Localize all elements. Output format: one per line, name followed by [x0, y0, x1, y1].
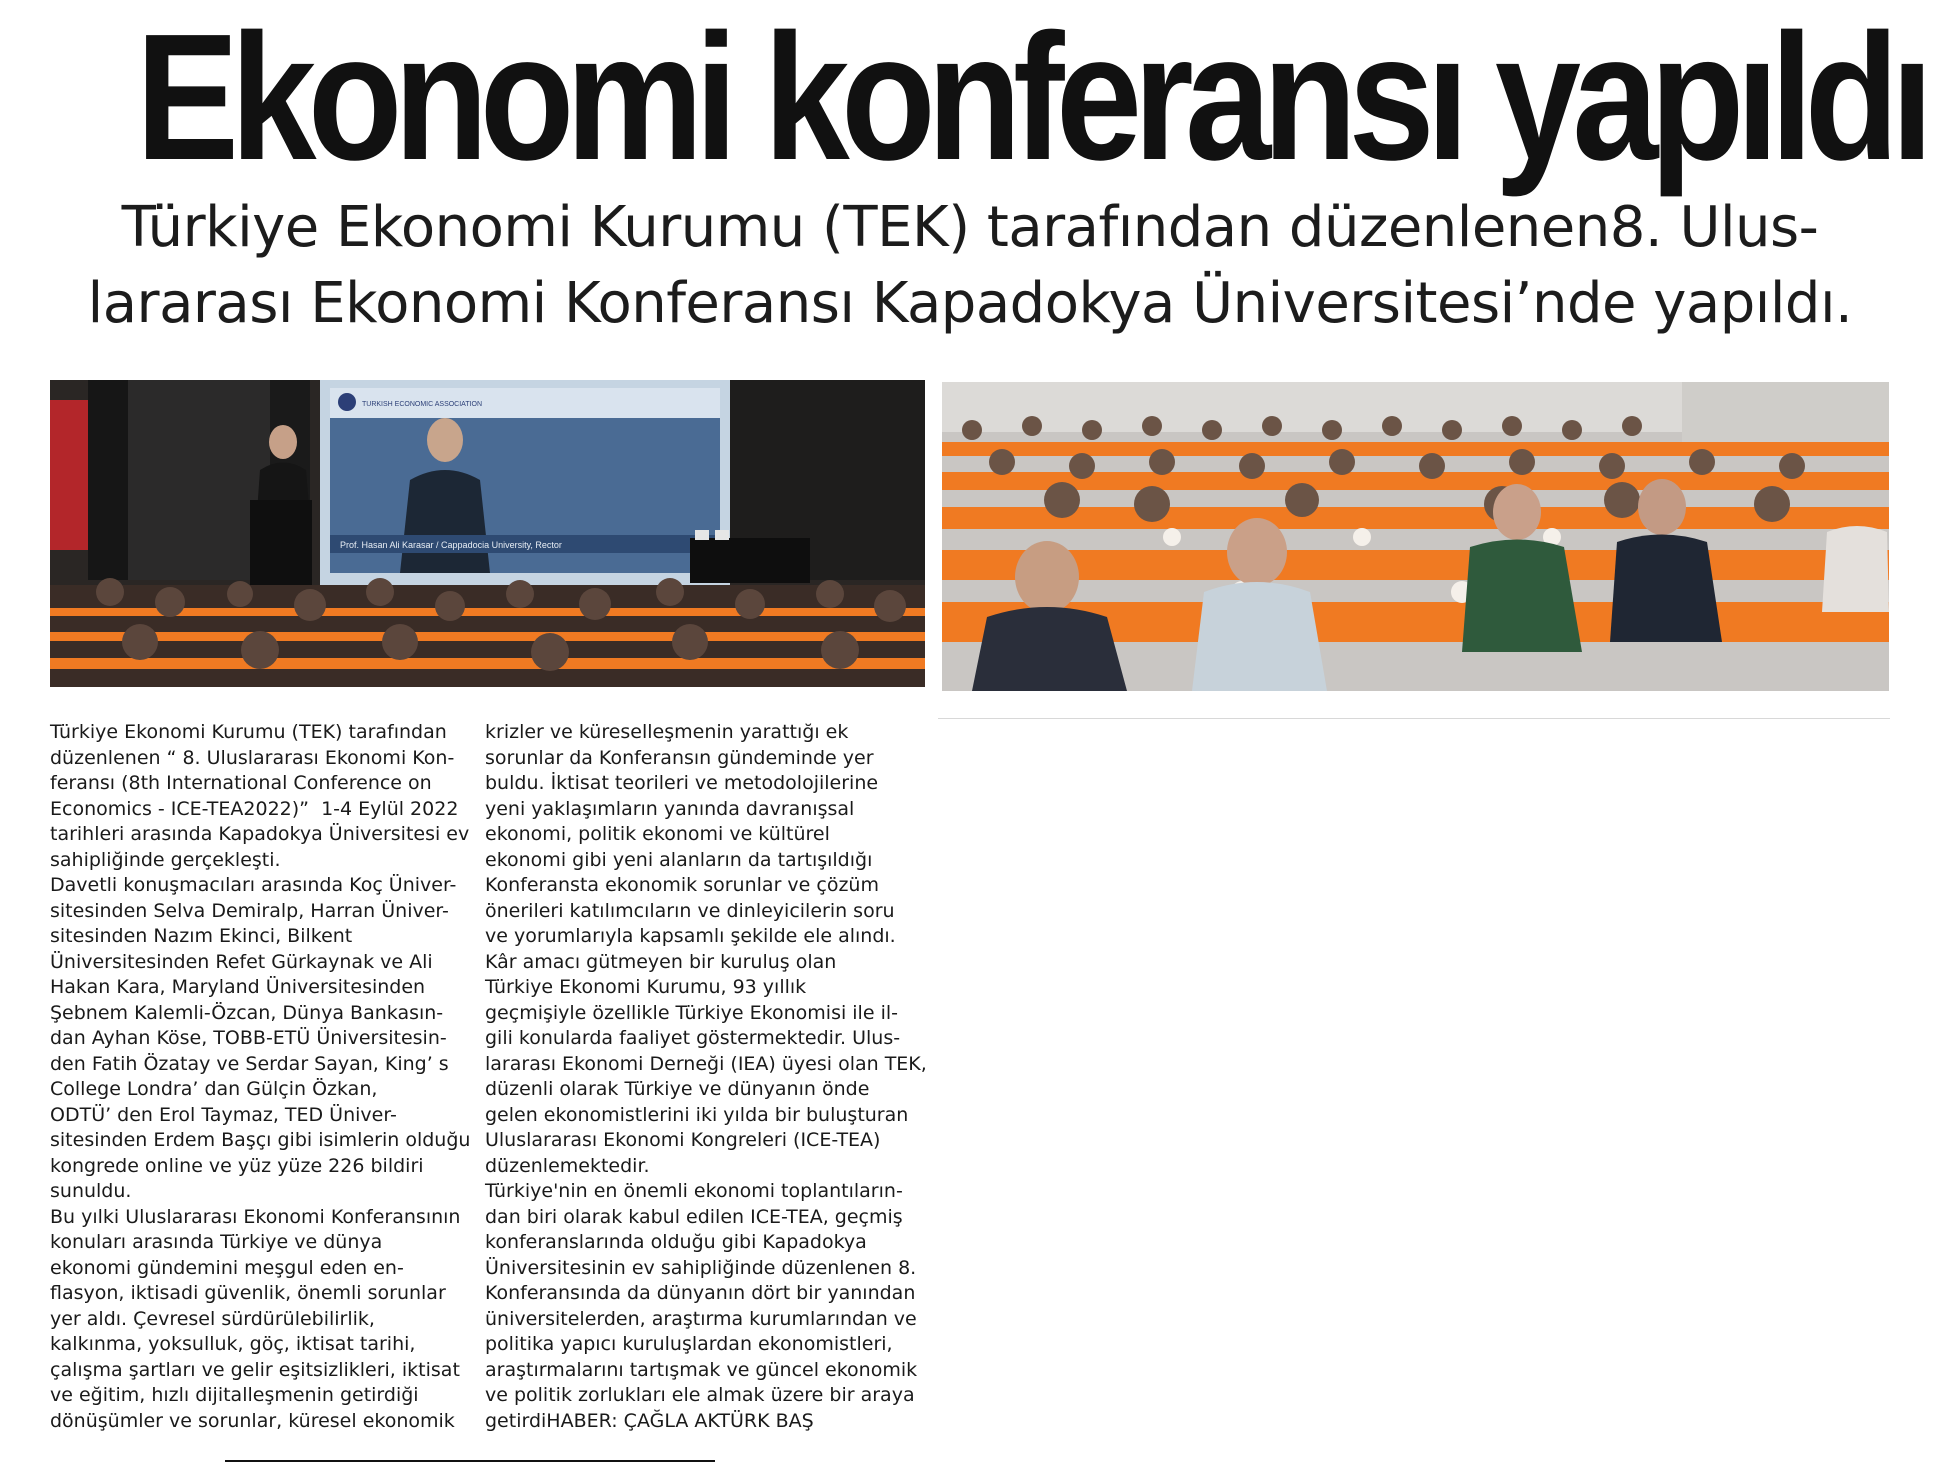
divider-rule [938, 718, 1890, 719]
deck-line-1: Türkiye Ekonomi Kurumu (TEK) tarafından düzenlenen8. Ulus- [121, 195, 1819, 260]
deck [50, 190, 1890, 342]
audience-photo [942, 382, 1889, 691]
body-column-1: Türkiye Ekonomi Kurumu (TEK) tarafından düzenlenen “ 8. Uluslararası Ekonomi Kon- feransı (8th International Conference on Economics - ICE-TEA2022)” 1-4 Eylül 2022 tarihleri arasında Kapadokya Üniversitesi ev sahipliğinde gerçekleşti. Davetli konuşmacıları arasında Koç Üniver- sitesinden Selva Demiralp, Harran Üniver- sitesinden Nazım Ekinci, Bilkent Üniversitesinden Refet Gürkaynak ve Ali Hakan Kara, Maryland Üniversitesinden Şebnem Kalemli-Özcan, Dünya Bankasın- dan Ayhan Köse, TOBB-ETÜ Üniversitesin- den Fatih Özatay ve Serdar Sayan, King’ s College Londra’ dan Gülçin Özkan, ODTÜ’ den Erol Taymaz, TED Üniver- sitesinden Erdem Başçı gibi isimlerin olduğu kongrede online ve yüz yüze 226 bildiri sunuldu. Bu yılki Uluslararası Ekonomi Konferansının konuları arasında Türkiye ve dünya ekonomi gündemini meşgul eden en- flasyon, iktisadi güvenlik, önemli sorunlar yer aldı. Çevresel sürdürülebilirlik, kalkınma, yoksulluk, göç, iktisat tarihi, çalışma şartları ve gelir eşitsizlikleri, iktisat ve eğitim, hızlı dijitalleşmenin getirdiği dönüşümler ve sorunlar, küresel ekonomik [50, 721, 471, 1432]
body-column-2: krizler ve küreselleşmenin yarattığı ek sorunlar da Konferansın gündeminde yer buldu. İktisat teorileri ve metodolojilerine yeni yaklaşımların yanında davranışsal ekonomi, politik ekonomi ve kültürel ekonomi gibi yeni alanların da tartışıldığı Konferansta ekonomik sorunlar ve çözüm önerileri katılımcıların ve dinleyicilerin soru ve yorumlarıyla kapsamlı şekilde ele alındı. Kâr amacı gütmeyen bir kuruluş olan Türkiye Ekonomi Kurumu, 93 yıllık geçmişiyle özellikle Türkiye Ekonomisi ile il- gili konularda faaliyet göstermektedir. Ulus- lararası Ekonomi Derneği (IEA) üyesi olan TEK, düzenli olarak Türkiye ve dünyanın önde gelen ekonomistlerini iki yılda bir buluşturan Uluslararası Ekonomi Kongreleri (ICE-TEA) düzenlemektedir. Türkiye'nin en önemli ekonomi toplantıların- dan biri olarak kabul edilen ICE-TEA, geçmiş konferanslarında olduğu gibi Kapadokya Üniversitesinin ev sahipliğinde düzenlenen 8. Konferansında da dünyanın dört bir yanından üniversitelerden, araştırma kurumlarından ve politika yapıcı kuruluşlardan ekonomistleri, araştırmalarını tartışmak ve güncel ekonomik ve politik zorlukları ele almak üzere bir araya getirdiHABER: ÇAĞLA AKTÜRK BAŞ [485, 721, 927, 1432]
screen-caption: Prof. Hasan Ali Karasar / Cappadocia University, Rector [340, 540, 562, 550]
bottom-rule [225, 1460, 715, 1462]
conference-stage-photo [50, 380, 925, 687]
screen-logo-text: TURKISH ECONOMIC ASSOCIATION [362, 401, 483, 408]
deck-line-2: lararası Ekonomi Konferansı Kapadokya Üniversitesi’nde yapıldı. [87, 271, 1853, 336]
headline: Ekonomi konferansı yapıldı [135, 0, 1925, 198]
